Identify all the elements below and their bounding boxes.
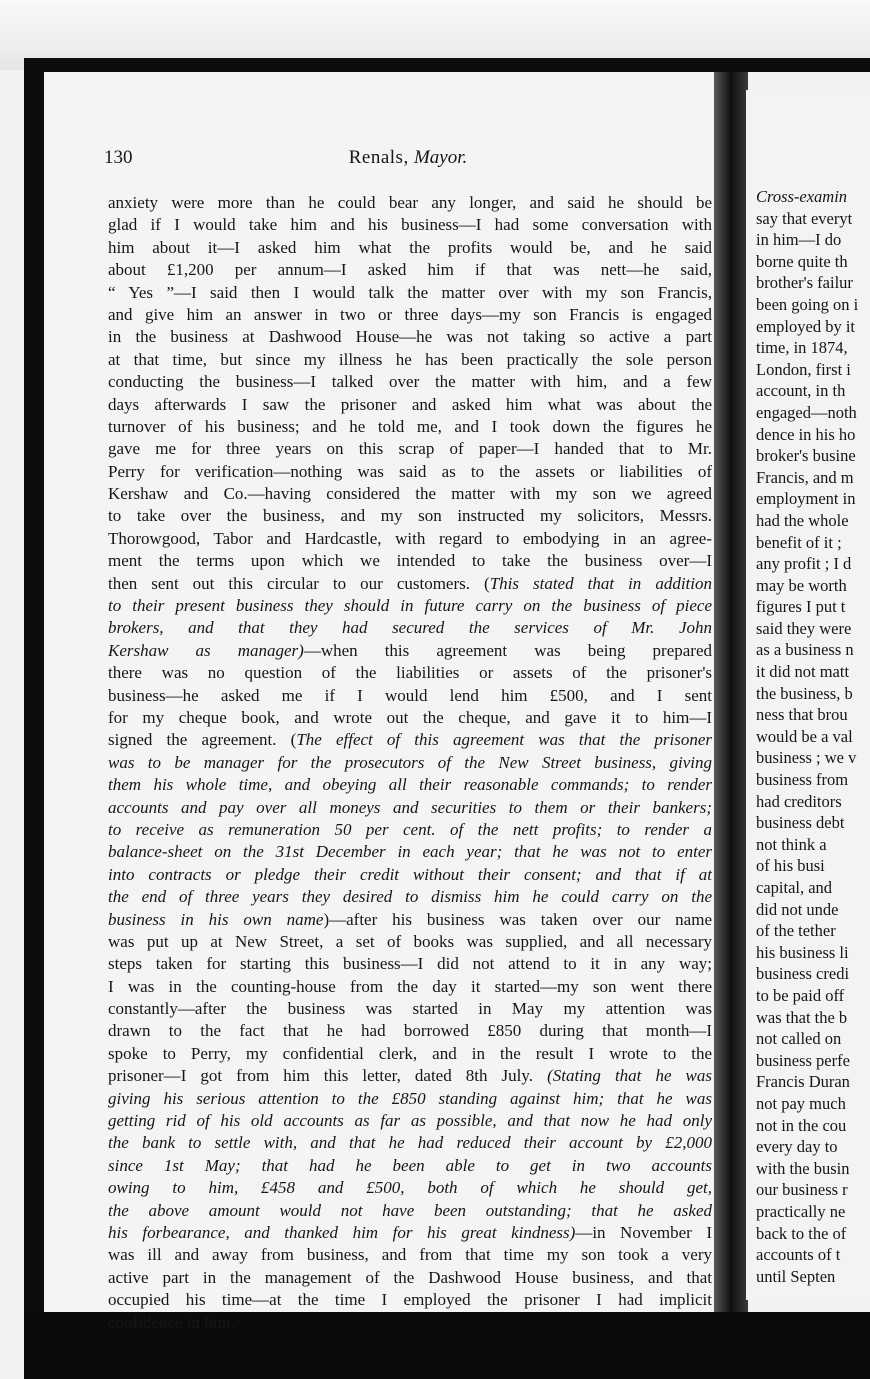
body-line: owing to him, £458 and £500, both of which he should get, [108,1178,712,1198]
body-line: was put up at New Street, a set of books was supplied, and all necessary [108,931,712,951]
facing-line: to be paid off [756,985,845,1005]
facing-line: ness that brou [756,705,848,725]
facing-line: had creditors [756,791,842,811]
film-border-left [24,58,44,1379]
body-line: business in his own name)—after his business was taken over our name [108,909,712,929]
body-line: them his whole time, and obeying all their reasonable commands; to render [108,775,712,795]
facing-line: engaged—noth [756,402,857,422]
facing-line: of his busi [756,856,825,876]
facing-line: business credi [756,964,850,984]
facing-line: account, in th [756,381,846,401]
facing-line: borne quite th [756,251,848,271]
facing-line: until Septen [756,1266,836,1286]
facing-line: benefit of it ; [756,532,842,552]
facing-line: may be worth [756,575,847,595]
body-line: was to be manager for the prosecutors of the New Street business, giving [108,752,712,772]
facing-line: not in the cou [756,1115,847,1135]
body-line: spoke to Perry, my confidential clerk, and in the result I wrote to the [108,1043,712,1063]
facing-line: said they were [756,618,852,638]
body-line: was ill and away from business, and from that time my son took a very [108,1245,712,1265]
body-line: giving his serious attention to the £850 standing against him; that he was [108,1088,712,1108]
body-line: Perry for verification—nothing was said as to the assets or liabilities of [108,461,712,481]
facing-line: capital, and [756,878,833,897]
facing-line: accounts of t [756,1245,841,1265]
body-line: his forbearance, and thanked him for his great kindness)—in November I [108,1222,712,1242]
body-line: days afterwards I saw the prisoner and asked him what was about the [108,394,712,414]
body-line: drawn to the fact that he had borrowed £850 during that month—I [108,1021,712,1041]
body-line: active part in the management of the Dashwood House business, and that [108,1267,712,1287]
facing-line: brother's failur [756,273,853,293]
page-number: 130 [104,147,133,168]
facing-line: practically ne [756,1201,846,1221]
facing-line: back to the of [756,1223,847,1243]
facing-line: business ; we v [756,748,857,768]
facing-line: not think a [756,834,827,854]
body-line: then sent out this circular to our customers. (This stated that in addition [108,573,712,593]
facing-line: the business, b [756,683,853,703]
running-head-title: Mayor. [413,147,468,168]
body-line: the above amount would not have been outstanding; that he asked [108,1200,712,1220]
body-line: Kershaw as manager)—when this agreement was being prepared [108,640,712,660]
testimony-text [108,192,712,1334]
facing-line: would be a val [756,726,853,746]
body-line: conducting the business—I talked over the matter with him, and a few [108,372,712,392]
body-line: in the business at Dashwood House—he was not taking so active a part [108,327,712,347]
facing-line: been going on i [756,294,859,314]
body-line: for my cheque book, and wrote out the cheque, and gave it to him—I [108,707,712,727]
facing-line: dence in his ho [756,424,856,444]
facing-line: had the whole [756,510,849,530]
facing-line: figures I put t [756,597,846,617]
facing-line: of the tether [756,921,836,941]
facing-line: Cross-examin [756,187,848,206]
facing-line: it did not matt [756,662,850,682]
facing-line: with the busin [756,1158,850,1178]
facing-line: London, first i [756,359,851,379]
facing-line: business perfe [756,1050,850,1070]
facing-line: every day to [756,1137,838,1157]
running-head [104,147,712,169]
body-line: Thorowgood, Tabor and Hardcastle, with regard to embodying in an agree- [108,528,712,548]
body-line: brokers, and that they had secured the services of Mr. John [108,618,712,638]
facing-line: his business li [756,942,849,962]
body-line: “ Yes ”—I said then I would talk the matter over with my son Francis, [108,282,712,302]
facing-line: any profit ; I d [756,554,852,574]
body-line: anxiety were more than he could bear any longer, and said he should be [108,193,712,212]
facing-line: not called on [756,1029,842,1049]
facing-line: not pay much [756,1093,846,1113]
body-line: confidence in him. [108,1312,235,1332]
facing-line: business debt [756,813,845,833]
body-line: about £1,200 per annum—I asked him if that was nett—he said, [108,260,712,280]
running-head-name: Renals, [348,147,409,168]
body-line: balance-sheet on the 31st December in each year; that he was not to enter [108,842,712,862]
page-header [104,147,712,175]
body-line: getting rid of his old accounts as far as possible, and that now he had only [108,1111,712,1131]
body-line: signed the agreement. (The effect of this agreement was that the prisoner [108,730,712,750]
facing-page-text [756,186,870,1287]
body-line: since 1st May; that had he been able to get in two accounts [108,1155,712,1175]
book-gutter [714,72,748,1316]
facing-line: employment in [756,489,856,509]
body-line: business—he asked me if I would lend him £500, and I sent [108,685,712,705]
film-border-top [30,58,870,72]
facing-line: Francis Duran [756,1072,850,1092]
facing-line: was that the b [756,1007,848,1027]
body-line: there was no question of the liabilities or assets of the prisoner's [108,663,712,683]
body-line: into contracts or pledge their credit without their consent; and that if at [108,864,712,884]
body-line: to their present business they should in future carry on the business of piece [108,596,712,616]
body-line: the end of three years they desired to dismiss him he could carry on the [108,887,712,907]
body-line: gave me for three years on this scrap of paper—I handed that to Mr. [108,439,712,459]
body-line: at that time, but since my illness he has been practically the sole person [108,349,712,369]
body-line: turnover of his business; and he told me, and I took down the figures he [108,416,712,436]
body-line: I was in the counting-house from the day it started—my son went there [108,976,712,996]
facing-line: business from [756,770,849,790]
body-line: Kershaw and Co.—having considered the matter with my son we agreed [108,484,712,504]
facing-line: in him—I do [756,230,842,250]
facing-line: broker's busine [756,446,856,466]
facing-line: time, in 1874, [756,338,848,358]
body-line: him about it—I asked him what the profits would be, and he said [108,237,712,257]
body-line: steps taken for starting this business—I did not attend to it in any way; [108,954,712,974]
body-line: ment the terms upon which we intended to take the business over—I [108,551,712,571]
body-line: glad if I would take him and his business—I had some conversation with [108,215,712,235]
body-line: to take over the business, and my son instructed my solicitors, Messrs. [108,506,712,526]
body-line: constantly—after the business was started in May my attention was [108,999,712,1019]
facing-line: Francis, and m [756,467,854,487]
body-line: accounts and pay over all moneys and securities to them or their bankers; [108,797,712,817]
facing-line: employed by it [756,316,855,336]
body-line: and give him an answer in two or three days—my son Francis is engaged [108,304,712,324]
body-line: prisoner—I got from him this letter, dated 8th July. (Stating that he was [108,1066,712,1086]
facing-line: say that everyt [756,208,853,228]
facing-line: as a business n [756,640,854,660]
body-line: the bank to settle with, and that he had reduced their account by £2,000 [108,1133,712,1153]
facing-line: did not unde [756,899,839,919]
body-line: to receive as remuneration 50 per cent. of the nett profits; to render a [108,819,712,839]
facing-line: our business r [756,1180,848,1200]
body-line: occupied his time—at the time I employed the prisoner I had implicit [108,1290,712,1310]
